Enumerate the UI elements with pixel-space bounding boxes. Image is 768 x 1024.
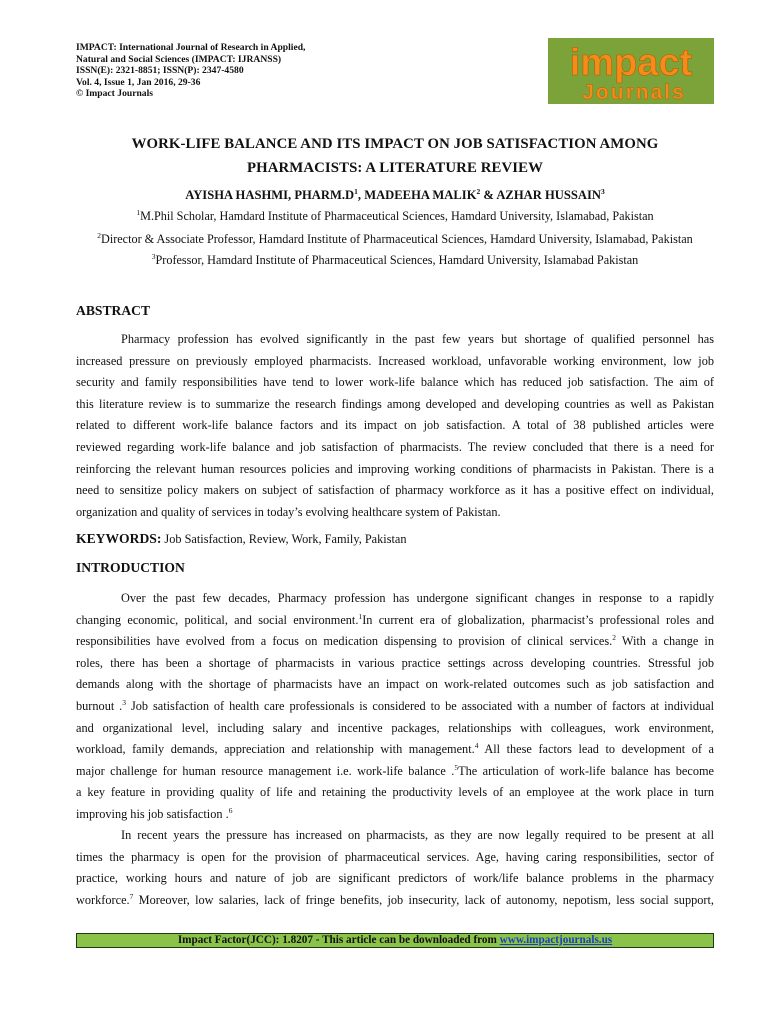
paragraph-line: workload, family demands, appreciation and relationship with management.$^4$ All these factors lead to development of a	[76, 741, 714, 757]
paper-title-line1: WORK-LIFE BALANCE AND ITS IMPACT ON JOB SATISFACTION AMONG	[131, 136, 659, 152]
citation-marker: 4	[474, 741, 479, 751]
abstract-line: organization and quality of services in today’s evolving healthcare system of Pakistan.	[76, 504, 501, 519]
affiliation-1-sup: 1	[136, 208, 141, 217]
citation-marker: 6	[228, 805, 233, 815]
journal-header	[76, 42, 376, 100]
abstract-paragraph	[76, 329, 714, 523]
footer-link[interactable]: www.impactjournals.us	[499, 934, 613, 946]
journal-name-line1: IMPACT: International Journal of Research in Applied,	[76, 42, 306, 53]
keywords-value: Job Satisfaction, Review, Work, Family, Pakistan	[161, 532, 407, 546]
affiliation-3-sup: 3	[151, 252, 156, 261]
abstract-line: increased pressure on previously employed pharmacists. Increased workload, unfavorable working environment, low job	[76, 353, 714, 368]
paragraph-line: burnout .$^3$ Job satisfaction of health care professionals is considered to be associated with a number of factors at individual	[76, 697, 715, 713]
impact-journals-logo	[548, 38, 714, 104]
author-1-sup: 1	[354, 187, 358, 196]
journal-name-line2: Natural and Social Sciences (IMPACT: IJRANSS)	[76, 53, 282, 65]
introduction-heading: INTRODUCTION	[76, 560, 185, 575]
citation-marker: 1	[358, 611, 363, 621]
keywords-label: KEYWORDS:	[76, 531, 162, 546]
paragraph-line: workforce.$^7$ Moreover, low salaries, lack of fringe benefits, job insecurity, lack of autonomy, nepotism, less social support,	[76, 891, 714, 907]
affiliation-2	[60, 232, 730, 247]
affiliation-3	[60, 253, 730, 268]
footer-bar	[76, 933, 714, 948]
footer-text: Impact Factor(JCC): 1.8207 - This article can be downloaded from	[177, 934, 500, 946]
paragraph-line: major challenge for human resource management i.e. work-life balance .$^5$The articulation of work-life balance has become	[76, 762, 714, 778]
paper-title	[76, 132, 714, 180]
affiliation-2-sup: 2	[97, 231, 102, 240]
author-list	[76, 188, 714, 203]
paragraph-line: roles, there has been a shortage of pharmacists in various practice settings across developing countries. Stressful job	[76, 655, 714, 670]
citation-marker: 7	[129, 891, 134, 901]
paragraph-line: changing economic, political, and social environment.$^1$In current era of globalization, pharmacist’s professional roles and	[76, 611, 714, 627]
paragraph-line: and organizational level, including salary and incentive packages, relationships with colleagues, work environment,	[76, 720, 714, 735]
abstract-line: this literature review is to summarize the research findings among developed and developing countries as well as Pakistan	[76, 396, 714, 411]
paragraph-line: improving his job satisfaction .$^6$	[76, 805, 233, 821]
abstract-line: need to sensitize policy makers on subject of satisfaction of pharmacy workforce as it has a positive effect on individual,	[76, 483, 714, 498]
abstract-line: security and family responsibilities have tend to lower work-life balance which has reduced job satisfaction. The aim of	[76, 375, 714, 390]
affiliation-1-text: M.Phil Scholar, Hamdard Institute of Pharmaceutical Sciences, Hamdard University, Islamabad, Pakistan	[140, 209, 654, 223]
journal-issn: ISSN(E): 2321-8851; ISSN(P): 2347-4580	[76, 65, 244, 77]
citation-marker: 5	[454, 762, 459, 772]
author-3-sup: 3	[600, 187, 605, 196]
abstract-line: Pharmacy profession has evolved significantly in the past few years but shortage of qualified personnel has	[121, 332, 714, 346]
author-2-sup: 2	[476, 187, 481, 196]
author-1: AYISHA HASHMI, PHARM.D	[185, 188, 355, 202]
paragraph-line: a key feature in providing quality of life and retaining the productivity levels of an employee at the work place in turn	[76, 785, 714, 800]
logo-top-text: impact	[569, 42, 693, 84]
journal-copyright: © Impact Journals	[76, 88, 153, 100]
journal-volume: Vol. 4, Issue 1, Jan 2016, 29-36	[76, 76, 201, 88]
abstract-line: reinforcing the relevant human resources policies and improving working conditions of pharmacists in Pakistan. There is a	[76, 461, 714, 476]
introduction-paragraph-1	[76, 588, 714, 826]
paragraph-line: demands along with the shortage of pharmacists have an impact on work-related outcomes such as job satisfaction and	[76, 677, 714, 692]
affiliation-3-text: Professor, Hamdard Institute of Pharmaceutical Sciences, Hamdard University, Islamabad Pakistan	[155, 253, 639, 267]
paragraph-line: In recent years the pressure has increased on pharmacists, as they are now legally required to be present at all	[121, 828, 714, 842]
citation-marker: 3	[122, 697, 127, 707]
author-2: , MADEEHA MALIK	[357, 188, 477, 202]
paragraph-line: responsibilities have evolved from a focus on medication dispensing to provision of clinical services.$^2$ With a change in	[76, 633, 714, 649]
introduction-paragraph-2	[76, 825, 714, 911]
citation-marker: 2	[612, 633, 616, 643]
paragraph-line: times the pharmacy is open for the provision of pharmaceutical services. Age, having caring responsibilities, sector of	[76, 849, 714, 864]
paper-title-line2: PHARMACISTS: A LITERATURE REVIEW	[246, 160, 544, 176]
paragraph-line: Over the past few decades, Pharmacy profession has undergone significant changes in response to a rapidly	[121, 591, 714, 605]
abstract-line: related to different work-life balance factors and its impact on job satisfaction. A total of 38 published articles were	[76, 418, 714, 433]
affiliation-1	[60, 209, 730, 224]
keywords	[76, 530, 407, 548]
paragraph-line: practice, working hours and nature of job are significant predictors of work/life balance problems in the pharmacy	[76, 871, 714, 886]
author-3: & AZHAR HUSSAIN	[480, 188, 601, 202]
logo-bottom-text: Journals	[582, 81, 686, 104]
abstract-heading: ABSTRACT	[76, 303, 151, 318]
affiliation-2-text: Director & Associate Professor, Hamdard Institute of Pharmaceutical Sciences, Hamdard University, Islamabad, Pakistan	[101, 232, 693, 246]
abstract-line: reviewed regarding work-life balance and job satisfaction of pharmacists. The review concluded that there is a need for	[76, 439, 714, 454]
